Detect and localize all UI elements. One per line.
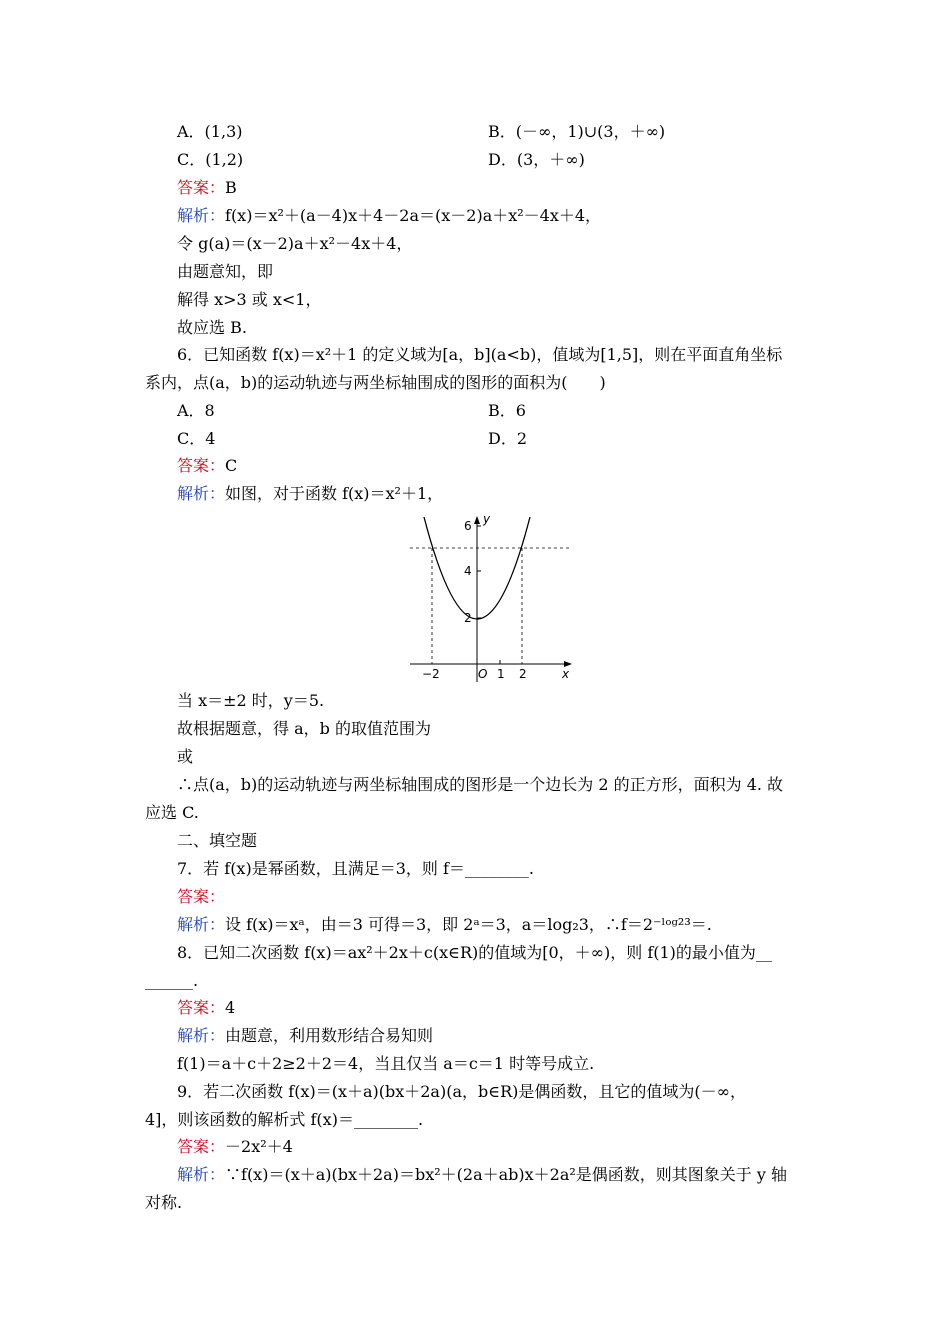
section-heading: 二、填空题 xyxy=(177,831,258,850)
q5-analysis-line: 解得 x>3 或 x<1， xyxy=(177,290,322,309)
q6-stem: 6．已知函数 f(x)＝x²＋1 的定义域为[a，b](a<b)，值域为[1,5]，则在平面直角坐标 xyxy=(177,345,783,364)
q7-stem: 7．若 f(x)是幂函数，且满足＝3，则 f＝________. xyxy=(177,859,534,878)
answer-value: 4 xyxy=(225,998,236,1017)
q6-option-c: C．4 xyxy=(177,429,216,448)
analysis-label: 解析： xyxy=(177,1165,226,1184)
q7-analysis xyxy=(177,914,712,936)
q8-analysis xyxy=(177,1025,433,1047)
y-axis-arrow xyxy=(474,516,480,524)
analysis-text: 如图，对于函数 f(x)＝x²＋1， xyxy=(225,484,444,503)
q6-option-a: A．8 xyxy=(177,401,215,420)
x-tick-label: 2 xyxy=(519,667,527,681)
q9-analysis-line: 对称. xyxy=(145,1193,183,1212)
x-axis-label: x xyxy=(562,667,570,681)
q8-analysis-line: f(1)＝a＋c＋2≥2＋2＝4，当且仅当 a＝c＝1 时等号成立. xyxy=(177,1054,595,1073)
q5-analysis-line: 故应选 B. xyxy=(177,318,247,337)
analysis-label: 解析： xyxy=(177,206,226,225)
q6-stem-cont: 系内，点(a，b)的运动轨迹与两坐标轴围成的图形的面积为( ) xyxy=(145,373,606,392)
analysis-text: 设 f(x)＝xᵃ，由＝3 可得＝3，即 2ᵃ＝3，a＝log₂3，∴f＝2⁻ˡᵒᵍ²³＝. xyxy=(225,915,712,934)
q6-option-d: D．2 xyxy=(488,429,528,448)
answer-label: 答案： xyxy=(177,1137,226,1156)
q5-analysis-line: 令 g(a)＝(x－2)a＋x²－4x＋4， xyxy=(177,234,413,253)
answer-value: C xyxy=(225,456,238,475)
q7-answer xyxy=(177,886,225,908)
q9-stem-cont: 4]，则该函数的解析式 f(x)＝________. xyxy=(145,1110,424,1129)
q9-answer xyxy=(177,1136,293,1158)
answer-value: B xyxy=(225,178,237,197)
q5-option-b: B．(－∞，1)∪(3，＋∞) xyxy=(488,122,666,141)
q5-analysis xyxy=(177,205,601,227)
q8-stem: 8．已知二次函数 f(x)＝ax²＋2x＋c(x∈R)的值域为[0，＋∞)，则 f(1)的最小值为__ xyxy=(177,943,772,962)
q5-option-d: D．(3，＋∞) xyxy=(488,150,585,169)
q5-analysis-line: 由题意知，即 xyxy=(177,262,274,281)
q5-answer xyxy=(177,177,237,199)
q6-option-b: B．6 xyxy=(488,401,526,420)
q9-analysis xyxy=(177,1164,787,1186)
q6-analysis-line: 当 x＝±2 时，y＝5. xyxy=(177,691,325,710)
analysis-label: 解析： xyxy=(177,915,226,934)
analysis-text: 由题意，利用数形结合易知则 xyxy=(225,1026,434,1045)
y-tick-label: 2 xyxy=(464,611,472,625)
answer-label: 答案： xyxy=(177,998,226,1017)
y-tick-label: 6 xyxy=(464,519,472,533)
analysis-label: 解析： xyxy=(177,1026,226,1045)
analysis-text: ∵f(x)＝(x＋a)(bx＋2a)＝bx²＋(2a＋ab)x＋2a²是偶函数，则其图象关于 y 轴 xyxy=(225,1165,787,1184)
q8-stem-cont: ______. xyxy=(145,971,199,990)
analysis-text: f(x)＝x²＋(a－4)x＋4－2a＝(x－2)a＋x²－4x＋4， xyxy=(225,206,602,225)
q6-analysis-line: 应选 C. xyxy=(145,803,199,822)
answer-label: 答案： xyxy=(177,456,226,475)
origin-label: O xyxy=(478,667,488,681)
analysis-label: 解析： xyxy=(177,484,226,503)
y-axis-label: y xyxy=(483,512,491,526)
y-tick-label: 4 xyxy=(464,564,472,578)
x-tick-label: −2 xyxy=(422,667,440,681)
q6-analysis xyxy=(177,483,443,505)
q6-analysis-line: 或 xyxy=(177,747,194,766)
q6-analysis-line: 故根据题意，得 a，b 的取值范围为 xyxy=(177,719,431,738)
parabola-figure xyxy=(402,507,582,682)
q5-option-a: A．(1,3) xyxy=(177,122,243,141)
answer-label: 答案： xyxy=(177,178,226,197)
q5-option-c: C．(1,2) xyxy=(177,150,244,169)
q6-analysis-line: ∴点(a，b)的运动轨迹与两坐标轴围成的图形是一个边长为 2 的正方形，面积为 4. 故 xyxy=(177,775,784,794)
q6-answer xyxy=(177,455,237,477)
answer-label: 答案： xyxy=(177,887,226,906)
q8-answer xyxy=(177,997,235,1019)
answer-value: －2x²＋4 xyxy=(225,1137,293,1156)
x-tick-label: 1 xyxy=(497,667,505,681)
q9-stem: 9．若二次函数 f(x)＝(x＋a)(bx＋2a)(a，b∈R)是偶函数，且它的值域为(－∞， xyxy=(177,1082,746,1101)
